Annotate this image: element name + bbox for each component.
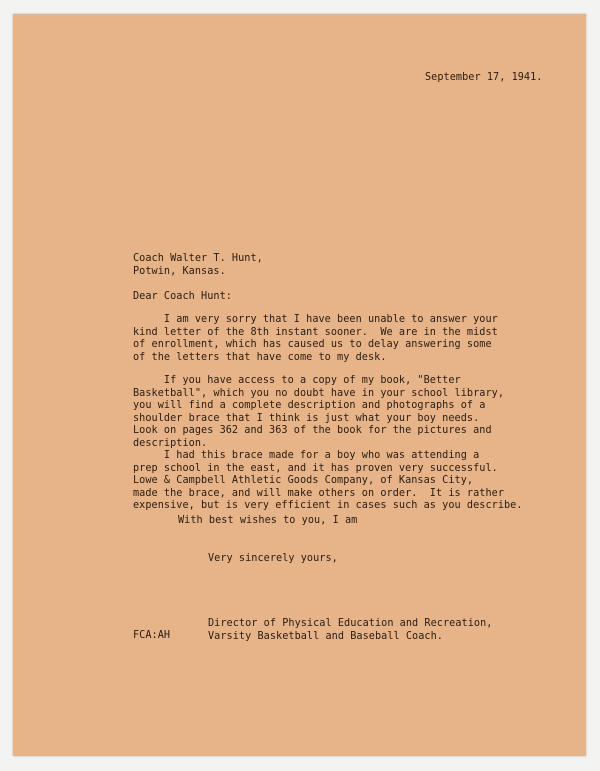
body-paragraph-1: I am very sorry that I have been unable to answer your kind letter of the 8th instant sooner. We are in the midst of enrollment, which has caused us to delay answering some of the letters that have come to my desk. bbox=[133, 314, 498, 363]
signature-block: Director of Physical Education and Recreation, Varsity Basketball and Baseball Coach. bbox=[208, 618, 493, 642]
body-paragraph-3: I had this brace made for a boy who was attending a prep school in the east, and it has proven very successful. Lowe & Campbell Athletic Goods Company, of Kansas City, made the brace, and will make others on order. It is rather expensive, but is very efficient in cases such as you describe. bbox=[133, 450, 523, 511]
letter-date: September 17, 1941. bbox=[425, 72, 543, 83]
body-paragraph-2: If you have access to a copy of my book, "Better Basketball", which you no doubt have in your school library, you will find a complete description and photographs of a shoulder brace that I think is just what your boy needs. Look on pages 362 and 363 of the book for the pictures and description. bbox=[133, 375, 505, 449]
complimentary-close: Very sincerely yours, bbox=[208, 553, 338, 564]
salutation: Dear Coach Hunt: bbox=[133, 291, 232, 302]
reference-initials: FCA:AH bbox=[133, 630, 171, 641]
closing-wish: With best wishes to you, I am bbox=[178, 515, 358, 526]
recipient-address: Coach Walter T. Hunt, Potwin, Kansas. bbox=[133, 253, 263, 277]
